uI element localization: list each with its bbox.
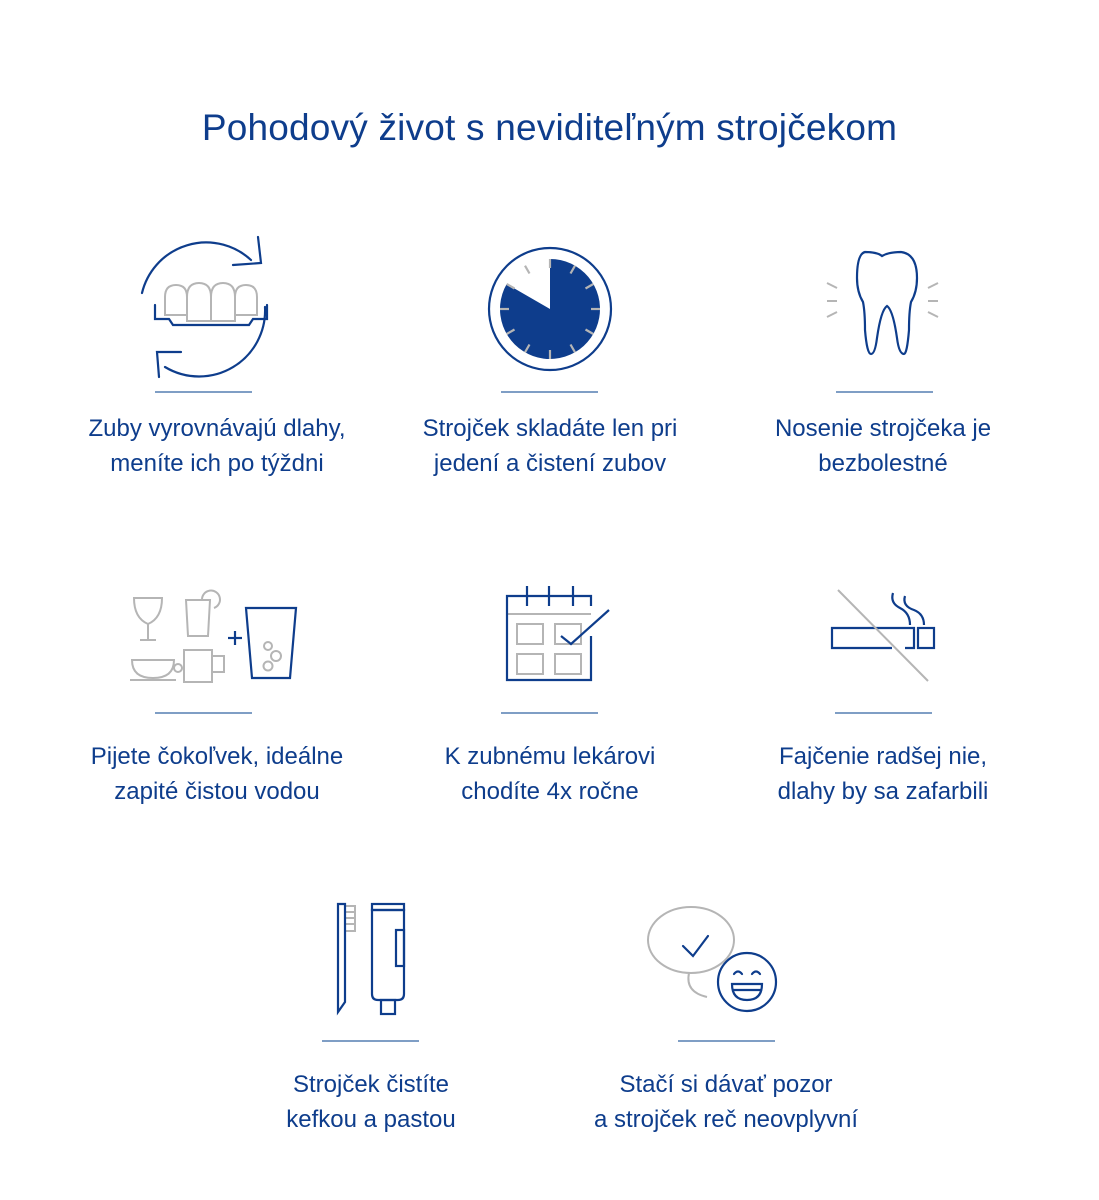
page-title: Pohodový život s neviditeľným strojčekom — [201, 106, 898, 148]
caption: K zubnému lekárovi chodíte 4x ročne — [444, 743, 656, 805]
divider — [501, 391, 598, 393]
divider — [678, 1040, 775, 1042]
divider — [322, 1040, 419, 1042]
toothbrush-toothpaste-icon — [336, 902, 416, 1020]
tooth-icon — [825, 250, 940, 360]
divider — [155, 712, 252, 714]
caption: Nosenie strojčeka je bezbolestné — [774, 415, 992, 477]
speech-smile-icon — [645, 902, 785, 1022]
no-smoking-icon — [830, 588, 940, 684]
caption: Zuby vyrovnávajú dlahy, meníte ich po týždni — [88, 415, 346, 477]
caption: Pijete čokoľvek, ideálne zapité čistou vodou — [90, 743, 344, 805]
drinks-icon — [128, 588, 300, 684]
rotating-aligner-icon — [135, 235, 275, 375]
divider — [836, 391, 933, 393]
divider — [155, 391, 252, 393]
divider — [501, 712, 598, 714]
caption: Stačí si dávať pozor a strojček reč neovplyvní — [593, 1071, 859, 1133]
calendar-check-icon — [503, 584, 613, 680]
caption: Strojček skladáte len pri jedení a čistení zubov — [422, 415, 678, 477]
caption: Fajčenie radšej nie, dlahy by sa zafarbili — [777, 743, 989, 805]
caption: Strojček čistíte kefkou a pastou — [286, 1071, 456, 1133]
clock-icon — [487, 246, 613, 372]
divider — [835, 712, 932, 714]
